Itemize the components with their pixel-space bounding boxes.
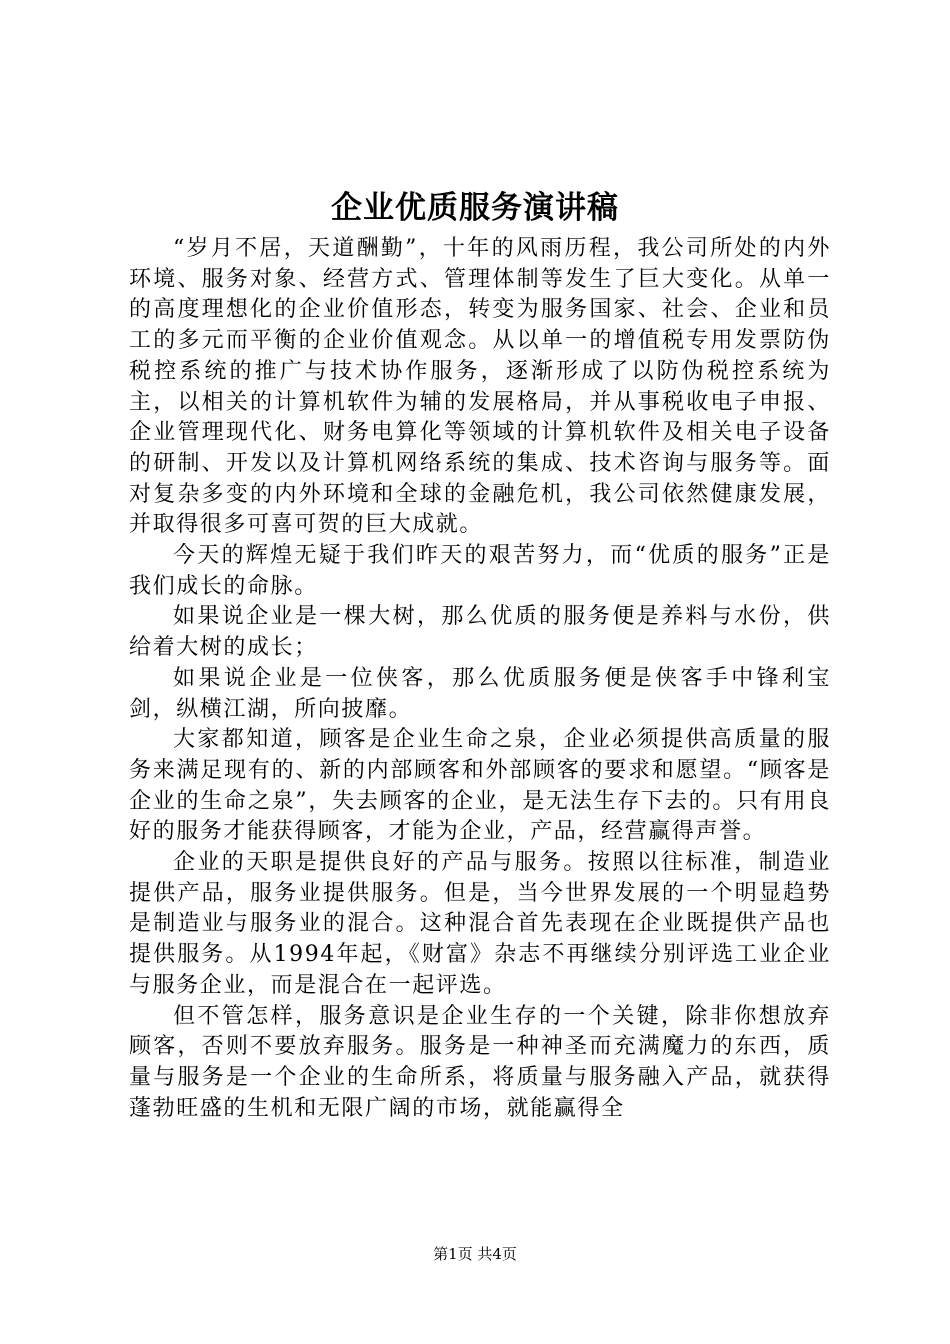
paragraph: 但不管怎样，服务意识是企业生存的一个关键，除非你想放弃顾客，否则不要放弃服务。服务是一种神圣而充满魔力的东西，质量与服务是一个企业的生命所系，将质量与服务融入产品，就获得蓬勃旺盛的生机和无限广阔的市场，就能赢得全 [129, 1003, 831, 1121]
page-title: 企业优质服务演讲稿 [331, 190, 619, 226]
paragraph: “岁月不居，天道酬勤”，十年的风雨历程，我公司所处的内外环境、服务对象、经营方式、管理体制等发生了巨大变化。从单一的高度理想化的企业价值形态，转变为服务国家、社会、企业和员工的多元而平衡的企业价值观念。从以单一的增值税专用发票防伪税控系统的推广与技术协作服务，逐渐形成了以防伪税控系统为主，以相关的计算机软件为辅的发展格局，并从事税收电子申报、企业管理现代化、财务电算化等领域的计算机软件及相关电子设备的研制、开发以及计算机网络系统的集成、技术咨询与服务等。面对复杂多变的内外环境和全球的金融危机，我公司依然健康发展，并取得很多可喜可贺的巨大成就。 [129, 236, 831, 538]
document-body [129, 234, 831, 1124]
paragraph: 企业的天职是提供良好的产品与服务。按照以往标准，制造业提供产品，服务业提供服务。但是，当今世界发展的一个明显趋势是制造业与服务业的混合。这种混合首先表现在企业既提供产品也提供服务。从1994年起，《财富》杂志不再继续分别评选工业企业与服务企业，而是混合在一起评选。 [129, 850, 831, 998]
paragraph: 今天的辉煌无疑于我们昨天的艰苦努力，而“优质的服务”正是我们成长的命脉。 [129, 543, 831, 599]
paragraph: 如果说企业是一位侠客，那么优质服务便是侠客手中锋利宝剑，纵横江湖，所向披靡。 [129, 665, 831, 722]
paragraph: 大家都知道，顾客是企业生命之泉，企业必须提供高质量的服务来满足现有的、新的内部顾客和外部顾客的要求和愿望。“顾客是企业的生命之泉”，失去顾客的企业，是无法生存下去的。只有用良好的服务才能获得顾客，才能为企业，产品，经营赢得声誉。 [129, 727, 831, 845]
paragraph: 如果说企业是一棵大树，那么优质的服务便是养料与水份，供给着大树的成长； [129, 604, 831, 661]
page-number-footer: 第1页 共4页 [433, 1245, 517, 1263]
